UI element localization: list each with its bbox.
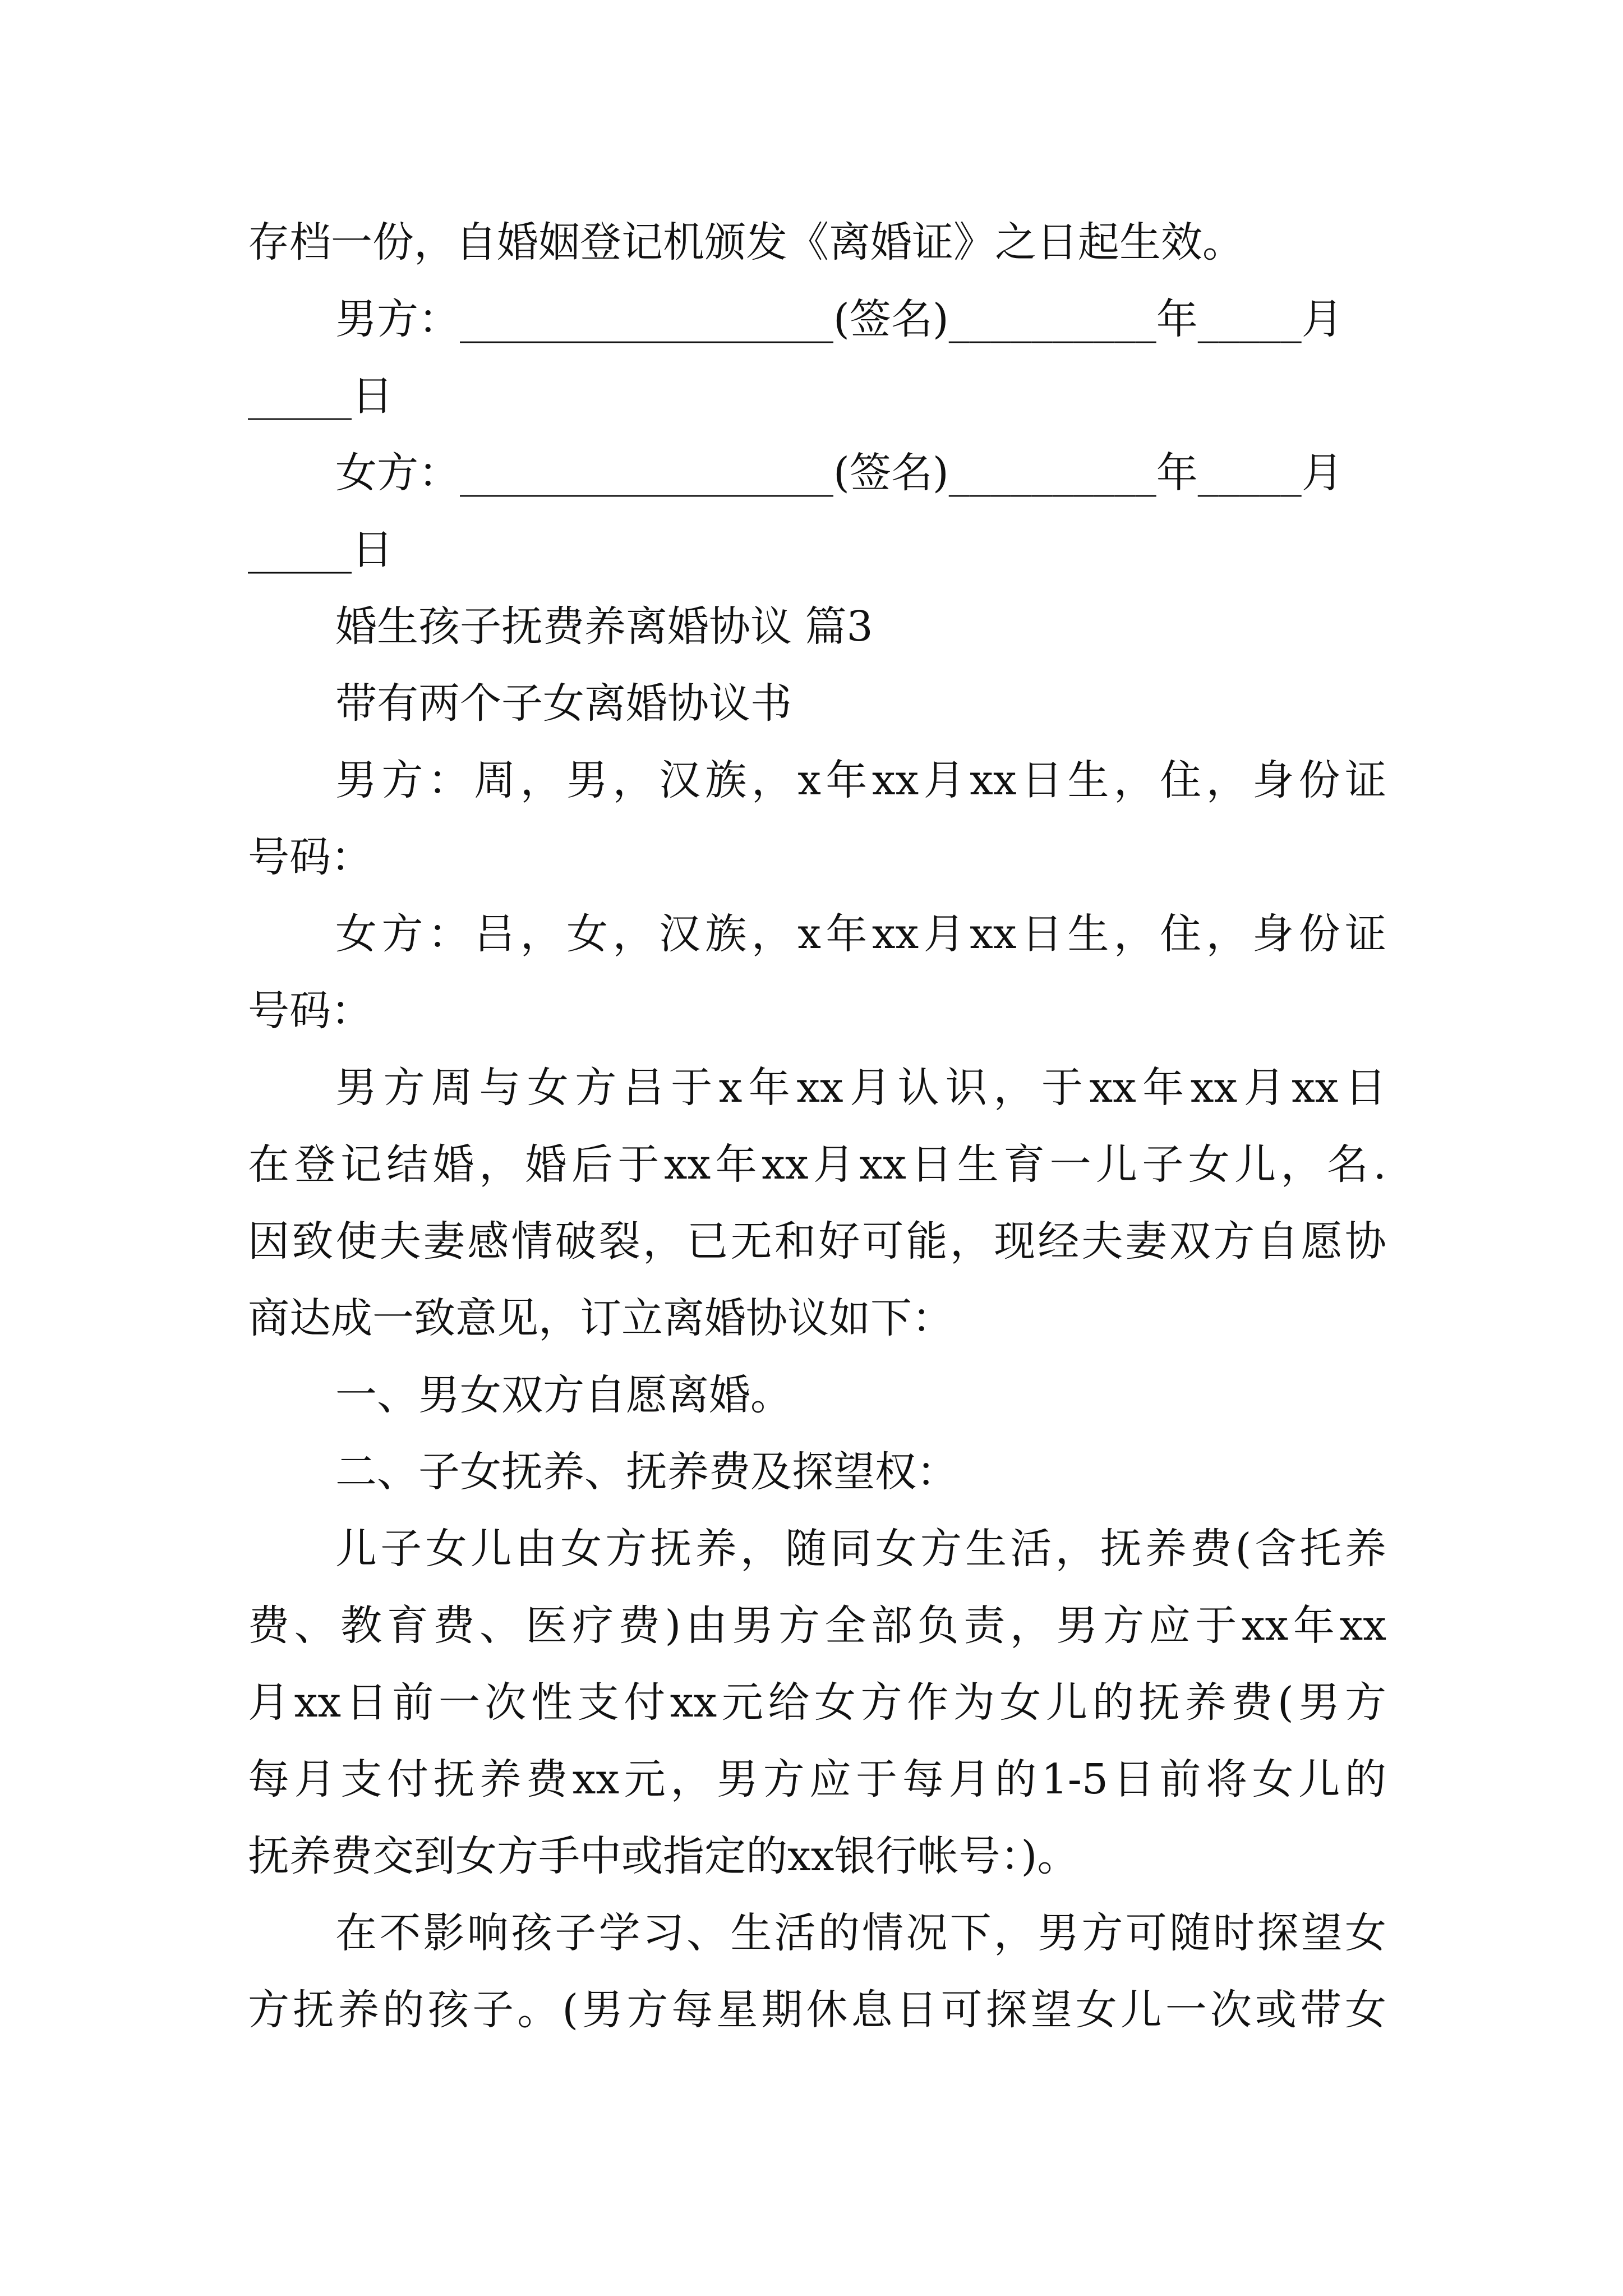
clause-one: 一、男女双方自愿离婚。: [335, 1371, 792, 1419]
paragraph-line: 在登记结婚，婚后于xx年xx月xx日生育一儿子女儿，名.: [248, 1140, 1386, 1189]
female-signature-day: _____日: [248, 526, 393, 574]
paragraph-line: 商达成一致意见，订立离婚协议如下：: [248, 1294, 953, 1342]
text-line: 存档一份，自婚姻登记机颁发《离婚证》之日起生效。: [248, 218, 1244, 266]
male-signature-line: 男方：__________________(签名)__________年_____月: [335, 295, 1343, 343]
female-id-number: 号码：: [248, 987, 372, 1035]
paragraph-line: 每月支付抚养费xx元，男方应于每月的1-5日前将女儿的: [248, 1755, 1386, 1803]
female-party-info: 女方：吕，女，汉族，x年xx月xx日生，住，身份证: [335, 910, 1386, 958]
clause-two: 二、子女抚养、抚养费及探望权：: [335, 1448, 958, 1496]
male-party-info: 男方：周，男，汉族，x年xx月xx日生，住，身份证: [335, 756, 1386, 804]
section-heading: 婚生孩子抚费养离婚协议 篇3: [335, 602, 873, 651]
female-signature-line: 女方：__________________(签名)__________年_____月: [335, 449, 1343, 497]
male-id-number: 号码：: [248, 833, 372, 881]
male-signature-day: _____日: [248, 372, 393, 420]
document-page: [248, 204, 1386, 2049]
paragraph-line: 方抚养的孩子。(男方每星期休息日可探望女儿一次或带女: [248, 1986, 1386, 2034]
paragraph-line: 费、教育费、医疗费)由男方全部负责，男方应于xx年xx: [248, 1602, 1386, 1650]
paragraph-line: 儿子女儿由女方抚养，随同女方生活，抚养费(含托养: [335, 1525, 1386, 1573]
document-title: 带有两个子女离婚协议书: [335, 679, 792, 728]
paragraph-line: 男方周与女方吕于x年xx月认识，于xx年xx月xx日: [335, 1064, 1386, 1112]
paragraph-line: 因致使夫妻感情破裂，已无和好可能，现经夫妻双方自愿协: [248, 1217, 1386, 1266]
paragraph-line: 月xx日前一次性支付xx元给女方作为女儿的抚养费(男方: [248, 1678, 1386, 1727]
paragraph-line: 抚养费交到女方手中或指定的xx银行帐号：)。: [248, 1832, 1079, 1880]
paragraph-line: 在不影响孩子学习、生活的情况下，男方可随时探望女: [335, 1909, 1386, 1957]
